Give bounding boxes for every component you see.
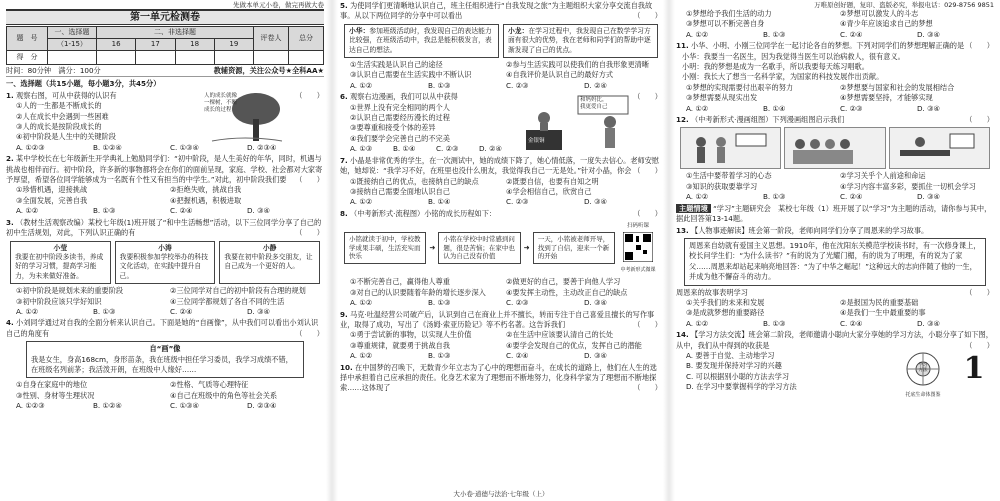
choice-d[interactable]: D. ②③④ [247, 401, 277, 411]
question-1 [6, 91, 324, 153]
question-number: 14. [676, 330, 689, 340]
method-diagram [892, 351, 954, 401]
choices [676, 30, 994, 40]
option: ②参与生活实践可以使我们的自我形象更清晰 [506, 60, 650, 70]
choice-d[interactable]: D. ③④ [917, 192, 940, 202]
answer-paren[interactable]: （ ） [965, 287, 994, 297]
option: ③尊重规律，就要勇于挑战自我 [350, 340, 450, 350]
option: ①生活中要带着学习的心态 [686, 171, 772, 181]
method-center-label: 学习 方法 [918, 362, 928, 373]
page-footer: 大小卷·道德与法治·七年级（上） [453, 489, 549, 498]
option: ②在生活中应该要认清自己的长处 [506, 330, 614, 340]
question-text: （教材生活观察改编）某校七年级(1)班开展了“和中生活畅想”活动，以下三位同学分享了自己的初中生活规划，对此，下列认识正确的有 [6, 217, 322, 238]
option: ④学会相信自己，欣赏自己 [506, 186, 592, 196]
choice-b[interactable]: B. ①③ [428, 80, 451, 90]
question-number: 2. [6, 154, 14, 164]
method-caption: 托底生命体图鉴 [905, 392, 941, 399]
choice-d[interactable]: D. ③④ [917, 29, 940, 39]
choice-d[interactable]: D. ③④ [584, 351, 607, 361]
table-header-part1: 一、选择题 [48, 27, 97, 39]
question-14 [676, 330, 994, 401]
choice-b[interactable]: B. ①③ [428, 298, 451, 308]
flowchart [344, 221, 658, 275]
score-cell[interactable] [97, 51, 136, 65]
choice-c[interactable]: C. ②④ [170, 306, 193, 316]
arrow-right-icon: ➜ [429, 243, 436, 253]
unit-title: 第一单元检测卷 [6, 9, 324, 25]
option: ④要学会发现自己的优点，发挥自己的潜能 [506, 340, 642, 350]
score-cell[interactable] [214, 51, 253, 65]
question-text: 小晶是非常优秀的学生，在一次测试中，她的成绩下降了，她心情低落，一度失去信心。老师安慰她，她却说：“我学习不好，在班里也没什么朋友，我觉得我自己一无是处。”针对小晶，你会 [340, 155, 660, 176]
arrow-right-icon: ➜ [523, 243, 530, 253]
option: ①勇于尝试新的事物，以实现人生价值 [350, 330, 472, 340]
question-number: 6. [340, 92, 348, 102]
option[interactable]: C. 可以根据别小聪的方法去学习 [686, 371, 790, 381]
question-text: （中考新形式·流程图）小铭的成长历程如下： [350, 208, 497, 218]
choice-b[interactable]: B. ①④ [393, 144, 416, 154]
question-4 [6, 318, 324, 411]
question-text: 马克·吐温经营公司破产后，认识到自己在商业上并不擅长，转而专注于自己喜爱且擅长的写作事业，取得了成功，写出了《汤姆·索亚历险记》等不朽名著。这告诉我们 [340, 309, 655, 329]
question-number: 11. [676, 41, 689, 51]
question-number: 8. [340, 208, 348, 218]
option: ①生活实践是认识自己的途径 [350, 60, 443, 70]
option: ①既接纳自己的优点，也接纳自己的缺点 [350, 176, 479, 186]
choice-c[interactable]: C. ①③④ [170, 142, 199, 152]
score-cell[interactable] [289, 51, 324, 65]
choice-a[interactable]: A. ①②③ [16, 401, 45, 411]
choices [676, 192, 994, 202]
option: ③全面发展，完善自我 [16, 195, 88, 205]
column-middle [340, 0, 662, 501]
box-text: 在学习过程中，我发现自己在数学学习方面有很大的优势，我在老师和同学们的帮助中逐渐发现了自己的优点。 [508, 26, 651, 54]
choice-c[interactable]: C. ①③④ [170, 401, 199, 411]
choice-a[interactable]: A. ①② [686, 192, 709, 202]
option: ②拒绝失败，挑战自我 [170, 185, 242, 195]
flow-step: 一天，小铭被老师开导，找到了自信，迎来一个新的开始 [533, 232, 615, 264]
dialogue-line: 小华：我要当一名医生，因为我觉得当医生可以治病救人，很有意义。 [682, 51, 905, 61]
option: ③要尊重和接受个体的差异 [350, 123, 436, 133]
comic-bubble: 和妈妈比， 我更爱自己 [580, 97, 608, 111]
answer-paren[interactable]: （ ） [633, 166, 662, 176]
table-header-q17: 17 [136, 39, 175, 51]
choice-d[interactable]: D. ②④ [479, 144, 502, 154]
choice-a[interactable]: A. ①② [16, 306, 39, 316]
option: ④把握机遇，积极进取 [170, 195, 242, 205]
box-text: 我要在初中阶段多交朋友，让自己成为一个更好的人。 [224, 252, 313, 271]
question-11 [676, 41, 994, 114]
comic-panel [680, 127, 781, 169]
box-title: 小华： [349, 26, 370, 35]
dialogue [676, 52, 994, 83]
option: ③性别、身材等生理状况 [16, 390, 95, 400]
question-stem: 周恩来的故事表明学习 [676, 287, 748, 297]
comic-illustration [522, 92, 632, 152]
question-text: 【学习方法交流】班会第二阶段，老师邀请小聪向大家分享她的学习方法，小聪分享了如下图，从中，我们从中得到的收获是 [676, 330, 993, 350]
option: ①初中阶段是规划未来的重要阶段 [16, 286, 124, 296]
question-number: 13. [676, 225, 689, 235]
page-gutter [663, 0, 675, 501]
option: ②学习关乎个人前途和命运 [840, 171, 926, 181]
choice-b[interactable]: B. ①③ [763, 192, 786, 202]
theme-intro [676, 204, 994, 225]
student-box [219, 241, 320, 285]
question-7 [340, 156, 662, 208]
answer-paren[interactable]: （ ） [633, 383, 662, 393]
option: ①不断完善自己，赢得他人尊重 [350, 277, 450, 287]
choice-d[interactable]: D. ③④ [584, 298, 607, 308]
choice-d[interactable]: D. ②④ [584, 80, 607, 90]
question-text: 观察右图，可从中获得的认识有 [16, 90, 117, 100]
table-header-q19: 19 [214, 39, 253, 51]
question-text: 【人物事迹解读】班会第一阶段，老师向同学们分享了周恩来的学习故事。 [691, 225, 929, 235]
option[interactable]: A. 要善于自觉、主动地学习 [686, 350, 775, 360]
dialogue-line: 小明：我的梦想是成为一名歌手，所以我要每天练习唱歌。 [682, 62, 869, 72]
choice-d[interactable]: D. ③④ [584, 197, 607, 207]
choice-c[interactable]: C. ②③ [506, 298, 529, 308]
info-line [6, 66, 324, 77]
choices [6, 401, 324, 411]
option: ①自身在家庭中的地位 [16, 380, 88, 390]
page-gutter [326, 0, 338, 501]
choice-b[interactable]: B. ①③ [763, 318, 786, 328]
choice-a[interactable]: A. ①② [350, 80, 373, 90]
option: ③人的成长是按阶段成长的 [16, 122, 102, 132]
tree-caption: 人的成长就像 一棵树，不断 成长的过程 [204, 92, 238, 113]
share-boxes [344, 24, 658, 58]
page-number: 1 [963, 350, 985, 386]
brand-line: 教辅资源，关注公众号★全科AA★ [213, 66, 324, 75]
question-text: 为使同学们更清晰地认识自己，班主任组织进行“自我发现之旅”为主题组织大家分享交流自我故事。从以下两位同学的分享中可以看出 [340, 1, 653, 21]
header-note: 先做本单元小卷，做完再做大卷 [233, 1, 324, 9]
choices [6, 206, 324, 216]
answer-paren[interactable]: （ ） [295, 175, 324, 185]
answer-paren[interactable]: （ ） [633, 11, 662, 21]
option: ③知识的获取要靠学习 [686, 181, 758, 191]
qr-block[interactable] [618, 221, 658, 275]
answer-paren[interactable]: （ ） [295, 228, 324, 238]
box-title: 自“画”像 [149, 344, 181, 354]
option: ②是报国为民的重要基础 [840, 297, 919, 307]
section-title: 一、选择题（共15小题，每小题3分，共45分） [6, 79, 161, 89]
question-10 [340, 363, 662, 394]
question-number: 12. [676, 115, 689, 125]
table-header-total: 总分 [289, 27, 324, 51]
answer-paren[interactable]: （ ） [633, 208, 662, 218]
choice-c[interactable]: C. ②④ [170, 206, 193, 216]
box-title: 小龙： [508, 26, 529, 35]
option: ②人在成长中会遇到一些困难 [16, 111, 109, 121]
box-title: 小涛 [158, 243, 172, 252]
choice-d[interactable]: D. ③④ [247, 206, 270, 216]
question-number: 10. [340, 362, 353, 372]
option[interactable]: D. 在学习中要掌握科学的学习方法 [686, 382, 797, 392]
option: ③接纳自己需要全面地认识自己 [350, 186, 450, 196]
choice-c[interactable]: C. ②④ [506, 351, 529, 361]
crowd-icon [785, 128, 884, 168]
box-title: 小莹 [53, 243, 68, 252]
theme-tag: 主题情境 [676, 204, 711, 213]
comic-strip [680, 127, 990, 169]
comic-panel [784, 127, 885, 169]
choice-d[interactable]: D. ③④ [247, 306, 270, 316]
choice-c[interactable]: C. ②④ [840, 192, 863, 202]
question-text: 小华、小明、小刚三位同学在一起讨论各自的梦想。下列对同学们的梦想理解正确的是 [691, 41, 965, 51]
score-cell[interactable] [175, 51, 214, 65]
choices [340, 351, 662, 361]
option: ④是我们一生中最重要的事 [840, 308, 926, 318]
option: ④三位同学都规划了各自不同的生活 [170, 296, 285, 306]
choice-c[interactable]: C. ②③ [506, 80, 529, 90]
study-icon [890, 128, 989, 168]
option: ①世界上没有完全相同的两个人 [350, 102, 450, 112]
qr-code-icon[interactable] [623, 232, 653, 262]
choice-d[interactable]: D. ③④ [917, 103, 940, 113]
option: ④自己在班级中的角色等社会关系 [170, 390, 278, 400]
option: ④青少年应该追求自己的梦想 [840, 19, 933, 29]
box-text: 参加班级活动时，我发现自己的表达能力比较强，在班级活动中，我总是能积极发言，表达自己的想法。 [349, 26, 492, 54]
question-number: 4. [6, 318, 14, 328]
box-text: 我要积极参加学校举办的科技文化活动，在实践中提升自己。 [119, 252, 209, 280]
answer-paren[interactable]: （ ） [295, 90, 324, 100]
score-cell[interactable] [254, 51, 289, 65]
option: ①梦想的实现需要付出艰辛的努力 [686, 82, 794, 92]
choice-a[interactable]: A. ①③ [350, 144, 373, 154]
dialogue-line: 小刚：我长大了想当一名科学家，为国家的科技发展作出贡献。 [682, 72, 884, 82]
answer-paren[interactable]: （ ） [633, 92, 662, 102]
option: ①关乎我们的未来和发展 [686, 297, 765, 307]
question-9 [340, 310, 662, 362]
question-3 [6, 218, 324, 318]
choice-c[interactable]: C. ②③ [840, 103, 863, 113]
choice-d[interactable]: D. ③④ [917, 318, 940, 328]
qr-label: 扫码听课 [626, 223, 649, 230]
header-copyright: 万唯原创好题，复印、盗版必究，举报电话：029-8756 9851 [814, 1, 994, 9]
question-number: 1. [6, 90, 14, 100]
option: ④初中阶段是人生中的关键阶段 [16, 132, 116, 142]
question-text: 观察右边漫画，我们可以从中获得 [350, 92, 458, 102]
table-header-q18: 18 [175, 39, 214, 51]
comic-label: 金银铜 [528, 138, 545, 145]
question-13 [676, 226, 994, 330]
choices [6, 307, 324, 317]
answer-paren[interactable]: （ ） [965, 115, 994, 125]
question-number: 3. [6, 217, 14, 227]
student-box [115, 241, 216, 285]
option: ②做更好的自己，要善于向他人学习 [506, 277, 621, 287]
option: ③认识自己需要在生活实践中不断认识 [350, 70, 472, 80]
choice-b[interactable]: B. ①③ [93, 306, 116, 316]
q10-continued [676, 9, 994, 40]
box-text: 我要在初中阶段多读书，养成好的学习习惯，提高学习能力，为未来做好准备。 [15, 252, 104, 280]
story-box: 周恩来自幼就有爱国主义思想。1910年，他在沈阳东关模范学校读书时，有一次修身课上，校长问学生们：“为什么读书？”有的说为了光耀门楣，有的说为了明理，有的说为了家父……周恩来却站起来响亮地回答：“为了中华之崛起！”这种远大的志向伴随了他的一生，并成为他不懈奋斗的动力。 [684, 238, 986, 286]
question-number: 9. [340, 309, 348, 319]
choices [340, 81, 662, 91]
choice-a[interactable]: A. ①② [350, 351, 373, 361]
flow-step: 小铭在学校中时常感到问题，很是苦恼；在家中也认为自己没有价值 [438, 232, 520, 264]
option: ①人的一生都是不断成长的 [16, 101, 102, 111]
choice-c[interactable]: C. ②③ [506, 197, 529, 207]
tree-illustration [204, 91, 284, 143]
question-text: 某中学校长在七年级新生开学典礼上勉励同学们：“初中阶段，是人生美好的年华，同时，机遇与挑战也相伴而行。初中阶段，许多新的事物都将会在你们的面前呈现，家庭、学校、社会都对大家寄予厚望，希望各位同学能够成为一名既有个性又有担当的中学生。”对此，初中阶段我们要 [6, 154, 323, 185]
option: ②三位同学对自己的初中阶段有合理的规划 [170, 286, 306, 296]
score-table [6, 26, 324, 65]
option: ④学习内容丰富多彩，要抓住一切机会学习 [840, 181, 976, 191]
qr-caption: 中考新形式微课 [620, 266, 656, 273]
score-row-label: 得 分 [7, 51, 48, 65]
option: ④自我评价是认识自己的最好方式 [506, 70, 614, 80]
people-icon [681, 128, 780, 168]
question-text: 在中国梦的召唤下，无数青少年立志为了心中的理想而奋斗，在成长的道路上，他们在人生的选择中承担着自己应承担的责任。化身艺术家为了理想而不断地努力，化身科学家为了理想而不断地探索……这体现了 [340, 362, 657, 393]
answer-paren[interactable]: （ ） [295, 328, 324, 338]
choice-a[interactable]: A. ①②③ [16, 142, 45, 152]
choice-b[interactable]: B. ①②④ [93, 142, 122, 152]
question-text: 小刘同学通过对自我的全面分析来认识自己。下面是她的“自画像”，从中我们可以看出小刘认识自己的角度有 [6, 318, 319, 338]
option: ③梦想可以不断完善自身 [686, 19, 765, 29]
choice-d[interactable]: D. ②③④ [247, 142, 277, 152]
choices [340, 144, 522, 154]
choice-c[interactable]: C. ②④ [840, 318, 863, 328]
flow-step: 小铭就读于初中，学校教学成果丰硕，生活充实而快乐 [344, 232, 426, 264]
option: ②认识自己需要经历漫长的过程 [350, 113, 450, 123]
choice-b[interactable]: B. ①④ [428, 197, 451, 207]
answer-paren[interactable]: （ ） [965, 340, 994, 350]
option: ①珍惜机遇，迎接挑战 [16, 185, 88, 195]
column-right [676, 0, 994, 501]
choice-a[interactable]: A. ①② [16, 206, 39, 216]
option: ③对自己的认识要随着年龄的增长逐步深入 [350, 287, 486, 297]
table-header-grader: 评卷人 [254, 27, 289, 51]
option: ④要发挥主动性，主动改正自己的缺点 [506, 287, 628, 297]
answer-paren[interactable]: （ ） [633, 319, 662, 329]
choice-c[interactable]: C. ②③ [436, 144, 459, 154]
question-12 [676, 115, 994, 203]
choices [340, 298, 662, 308]
column-left [6, 0, 324, 501]
choice-b[interactable]: B. ①③ [428, 351, 451, 361]
question-8 [340, 209, 662, 309]
score-cell[interactable] [136, 51, 175, 65]
choices [6, 143, 324, 153]
question-6 [340, 92, 662, 154]
choice-b[interactable]: B. ①②④ [93, 401, 122, 411]
choices [676, 319, 994, 329]
option: ②既要自信，也要有自知之明 [506, 176, 599, 186]
question-2 [6, 154, 324, 216]
table-header-part2: 二、非选择题 [97, 27, 254, 39]
choice-c[interactable]: C. ②④ [840, 29, 863, 39]
choice-b[interactable]: B. ①③ [763, 29, 786, 39]
student-boxes [10, 241, 320, 285]
choices [340, 197, 662, 207]
option: ②性格、气质等心理特征 [170, 380, 249, 390]
question-number: 5. [340, 1, 348, 10]
question-5 [340, 1, 662, 91]
table-header-qnum: 题 号 [7, 27, 48, 51]
student-box [10, 241, 111, 285]
choice-a[interactable]: A. ①② [350, 298, 373, 308]
comic-panel [889, 127, 990, 169]
choice-b[interactable]: B. ①③ [93, 206, 116, 216]
score-cell[interactable] [48, 51, 97, 65]
share-box [503, 24, 658, 58]
answer-paren[interactable]: （ ） [965, 41, 994, 51]
option: ②梦想要与国家和社会的发展相结合 [840, 82, 955, 92]
choice-a[interactable]: A. ①② [686, 318, 709, 328]
option: ③初中阶段应该只学好知识 [16, 296, 102, 306]
table-header-part1-range: （1-15） [48, 39, 97, 51]
option: ②梦想可以激发人的斗志 [840, 9, 919, 18]
time-line: 时间：80分钟 满分：100分 [6, 66, 101, 75]
option: ③是成就梦想的重要路径 [686, 308, 765, 318]
self-portrait-box [26, 341, 304, 378]
box-title: 小静 [262, 243, 277, 252]
choice-a[interactable]: A. ①② [686, 29, 709, 39]
choice-a[interactable]: A. ①② [350, 197, 373, 207]
theme-text: “学习”主题研究会 某校七年级（1）班开展了以“学习”为主题的活动，请你参与其中，据此回答第13-14题。 [676, 203, 992, 224]
option: ④梦想需要坚持，才能够实现 [840, 93, 933, 103]
option[interactable]: B. 要发现并保持对学习的兴趣 [686, 361, 782, 371]
share-box [344, 24, 499, 58]
option: ①梦想给予我们生活的动力 [686, 9, 772, 18]
choice-b[interactable]: B. ①④ [763, 103, 786, 113]
choice-a[interactable]: A. ①② [686, 103, 709, 113]
choices [676, 104, 994, 114]
option: ④我们要学会完善自己的不完美 [350, 133, 450, 143]
box-text: 我是女生，身高168cm，身形苗条，我在班级中担任学习委员，我学习成绩不错，在班级名列前茅；我活泼开朗，在班级中人缘好…… [31, 354, 293, 374]
question-text: （中考新形式·漫画组图）下列漫画组图启示我们 [691, 115, 845, 125]
question-number: 7. [340, 155, 348, 165]
table-header-q16: 16 [97, 39, 136, 51]
option: ③梦想需要从现实出发 [686, 93, 758, 103]
